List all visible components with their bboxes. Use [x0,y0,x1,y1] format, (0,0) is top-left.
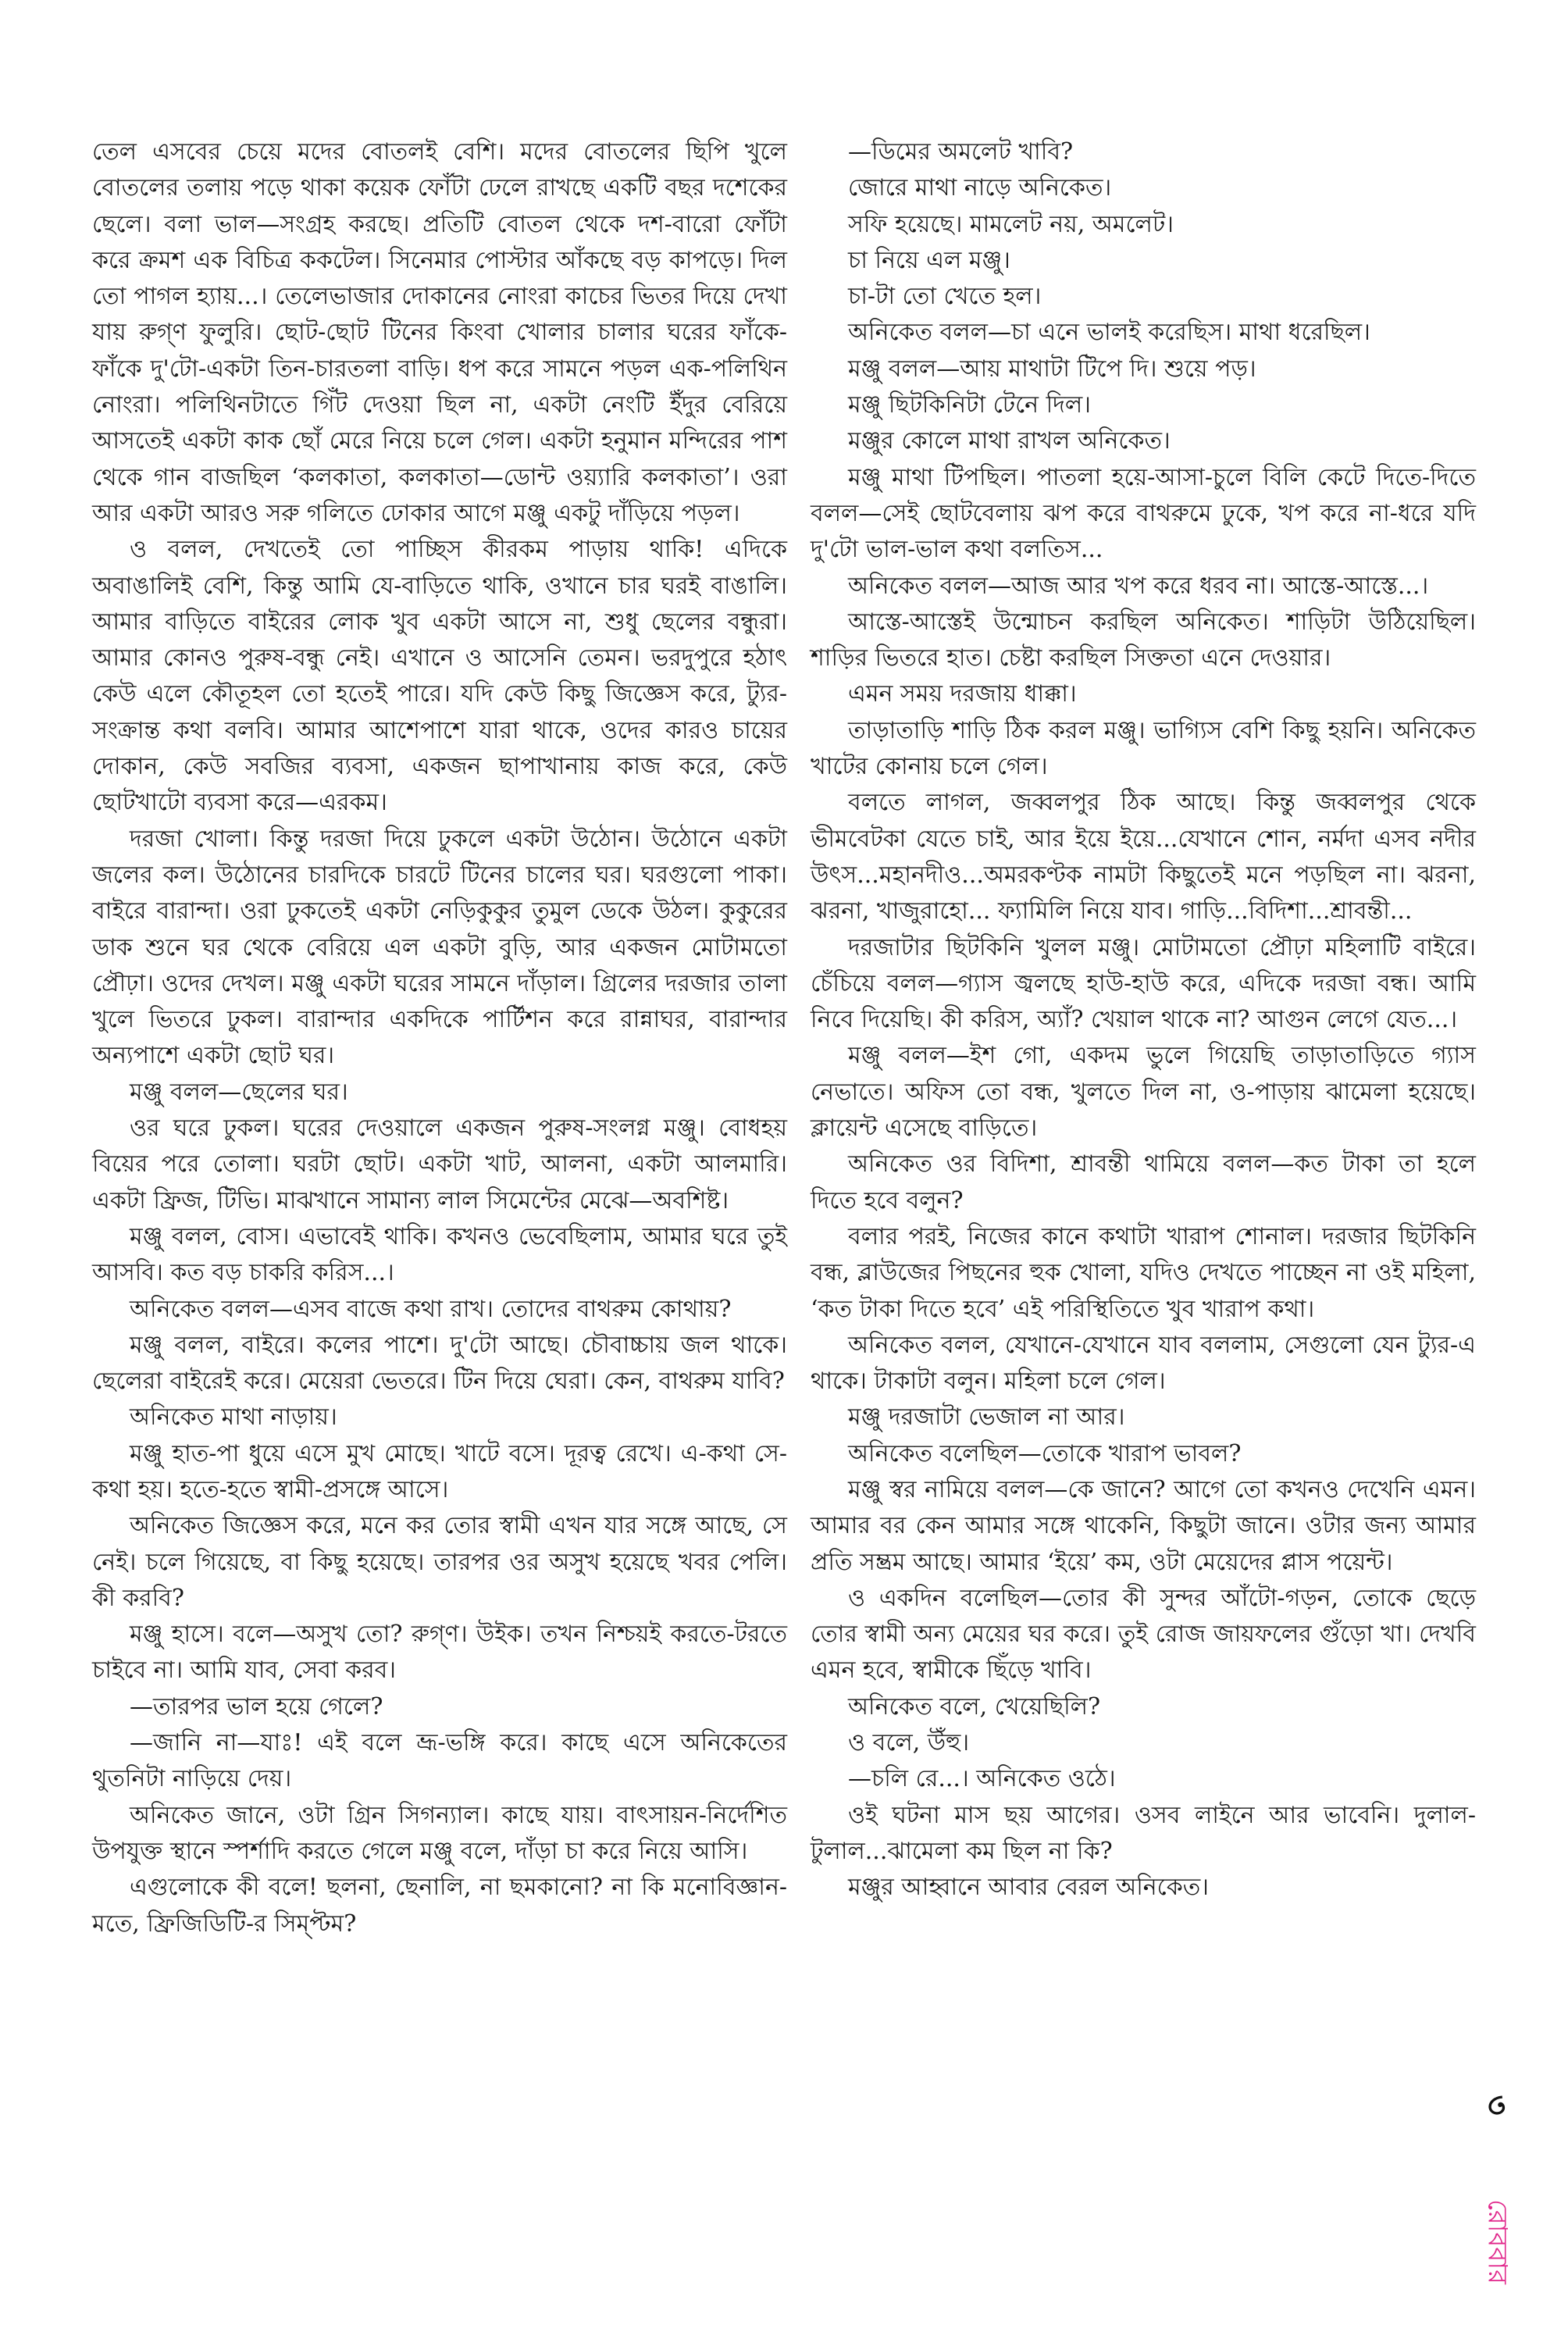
paragraph: তেল এসবের চেয়ে মদের বোতলই বেশি। মদের বোতলের ছিপি খুলে বোতলের তলায় পড়ে থাকা কয়েক ফোঁটা ঢেলে রাখছে একটি বছর দশেকের ছেলে। বলা ভাল—সংগ্রহ করছে। প্রতিটি বোতল থেকে দশ-বারো ফোঁটা করে ক্রমশ এক বিচিত্র ককটেল। সিনেমার পোস্টার আঁকছে বড় কাপড়ে। দিল তো পাগল হ্যায়...। তেলেভাজার দোকানের নোংরা কাচের ভিতর দিয়ে দেখা যায় রুগ্‌ণ ফুলুরি। ছোট-ছোট টিনের কিংবা খোলার চালার ঘরের ফাঁকে-ফাঁকে দু'টো-একটা তিন-চারতলা বাড়ি। ধপ করে সামনে পড়ল এক-পলিথিন নোংরা। পলিথিনটাতে গিঁট দেওয়া ছিল না, একটা নেংটি ইঁদুর বেরিয়ে আসতেই একটা কাক ছোঁ মেরে নিয়ে চলে গেল। একটা হনুমান মন্দিরের পাশ থেকে গান বাজছিল ‘কলকাতা, কলকাতা—ডোন্ট ওয়্যারি কলকাতা’। ওরা আর একটা আরও সরু গলিতে ঢোকার আগে মঞ্জু একটু দাঁড়িয়ে পড়ল। [92,138,787,527]
magazine-name: রোববার [1481,2199,1513,2284]
paragraph: মঞ্জু হাসে। বলে—অসুখ তো? রুগ্‌ণ। উইক। তখন নিশ্চয়ই করতে-টরতে চাইবে না। আমি যাব, সেবা করব। [92,1621,787,1685]
right-text-column [811,134,1476,1906]
paragraph: মঞ্জু বলল, বোস। এভাবেই থাকি। কখনও ভেবেছিলাম, আমার ঘরে তুই আসবি। কত বড় চাকরি করিস...। [92,1222,787,1287]
paragraph: মঞ্জুর কোলে মাথা রাখল অনিকেত। [848,427,1171,455]
paragraph: অনিকেত বলল, যেখানে-যেখানে যাব বললাম, সেগুলো যেন ট্যুর-এ থাকে। টাকাটা বলুন। মহিলা চলে গেল। [811,1331,1476,1396]
paragraph: দরজাটার ছিটকিনি খুলল মঞ্জু। মোটামতো প্রৌঢ়া মহিলাটি বাইরে। চেঁচিয়ে বলল—গ্যাস জ্বলছে হাউ-হাউ করে, এদিকে দরজা বন্ধ। আমি নিবে দিয়েছি। কী করিস, অ্যাঁ? খেয়াল থাকে না? আগুন লেগে যেত...। [811,933,1476,1034]
paragraph: আস্তে-আস্তেই উন্মোচন করছিল অনিকেত। শাড়িটা উঠিয়েছিল। শাড়ির ভিতরে হাত। চেষ্টা করছিল সিক্ততা এনে দেওয়ার। [811,608,1476,672]
paragraph: মঞ্জু দরজাটা ভেজাল না আর। [848,1403,1125,1432]
paragraph: চা-টা তো খেতে হল। [848,283,1042,311]
paragraph: —জানি না—যাঃ! এই বলে ভ্রূ-ভঙ্গি করে। কাছে এসে অনিকেতের থুতনিটা নাড়িয়ে দেয়। [92,1729,787,1793]
paragraph: —তারপর ভাল হয়ে গেলে? [130,1692,383,1721]
paragraph: অনিকেত ওর বিদিশা, শ্রাবন্তী থামিয়ে বলল—কত টাকা তা হলে দিতে হবে বলুন? [811,1150,1476,1214]
paragraph: অনিকেত মাথা নাড়ায়। [130,1403,337,1432]
paragraph: এগুলোকে কী বলে! ছলনা, ছেনালি, না ছমকানো? না কি মনোবিজ্ঞান-মতে, ফ্রিজিডিটি-র সিম্প্টম? [92,1874,787,1938]
paragraph: ও বলল, দেখতেই তো পাচ্ছিস কীরকম পাড়ায় থাকি! এদিকে অবাঙালিই বেশি, কিন্তু আমি যে-বাড়িতে থাকি, ওখানে চার ঘরই বাঙালি। আমার বাড়িতে বাইরের লোক খুব একটা আসে না, শুধু ছেলের বন্ধুরা। আমার কোনও পুরুষ-বন্ধু নেই। এখানে ও আসেনি তেমন। ভরদুপুরে হঠাৎ কেউ এলে কৌতূহল তো হতেই পারে। যদি কেউ কিছু জিজ্ঞেস করে, ট্যুর-সংক্রান্ত কথা বলবি। আমার আশেপাশে যারা থাকে, ওদের কারও চায়ের দোকান, কেউ সবজির ব্যবসা, একজন ছাপাখানায় কাজ করে, কেউ ছোটখাটো ব্যবসা করে—এরকম। [92,536,787,817]
paragraph: ও একদিন বলেছিল—তোর কী সুন্দর আঁটো-গড়ন, তোকে ছেড়ে তোর স্বামী অন্য মেয়ের ঘর করে। তুই রোজ জায়ফলের গুঁড়ো খা। দেখবি এমন হবে, স্বামীকে ছিঁড়ে খাবি। [811,1584,1476,1685]
paragraph: ওর ঘরে ঢুকল। ঘরের দেওয়ালে একজন পুরুষ-সংলগ্ন মঞ্জু। বোধহয় বিয়ের পরে তোলা। ঘরটা ছোট। একটা খাট, আলনা, একটা আলমারি। একটা ফ্রিজ, টিভি। মাঝখানে সামান্য লাল সিমেন্টের মেঝে—অবশিষ্ট। [92,1114,787,1214]
paragraph: মঞ্জু বলল, বাইরে। কলের পাশে। দু'টো আছে। চৌবাচ্চায় জল থাকে। ছেলেরা বাইরেই করে। মেয়েরা ভেতরে। টিন দিয়ে ঘেরা। কেন, বাথরুম যাবি? [92,1331,787,1396]
paragraph: মঞ্জু বলল—ইশ গো, একদম ভুলে গিয়েছি তাড়াতাড়িতে গ্যাস নেভাতে। অফিস তো বন্ধ, খুলতে দিল না, ও-পাড়ায় ঝামেলা হয়েছে। ক্লায়েন্ট এসেছে বাড়িতে। [811,1042,1476,1143]
paragraph: মঞ্জু বলল—আয় মাথাটা টিপে দি। শুয়ে পড়। [848,355,1256,383]
paragraph: মঞ্জু ছিটকিনিটা টেনে দিল। [848,391,1092,419]
paragraph: তাড়াতাড়ি শাড়ি ঠিক করল মঞ্জু। ভাগ্যিস বেশি কিছু হয়নি। অনিকেত খাটের কোনায় চলে গেল। [811,716,1476,781]
paragraph: অনিকেত বলল—চা এনে ভালই করেছিস। মাথা ধরেছিল। [848,319,1370,347]
paragraph: মঞ্জু স্বর নামিয়ে বলল—কে জানে? আগে তো কখনও দেখেনি এমন। আমার বর কেন আমার সঙ্গে থাকেনি, কিছুটা জানে। ওটার জন্য আমার প্রতি সম্ভ্রম আছে। আমার ‘ইয়ে’ কম, ওটা মেয়েদের প্লাস পয়েন্ট। [811,1475,1476,1576]
paragraph: মঞ্জু মাথা টিপছিল। পাতলা হয়ে-আসা-চুলে বিলি কেটে দিতে-দিতে বলল—সেই ছোটবেলায় ঝপ করে বাথরুমে ঢুকে, খপ করে না-ধরে যদি দু'টো ভাল-ভাল কথা বলতিস... [811,463,1476,564]
paragraph: মঞ্জু হাত-পা ধুয়ে এসে মুখ মোছে। খাটে বসে। দূরত্ব রেখে। এ-কথা সে-কথা হয়। হতে-হতে স্বামী-প্রসঙ্গে আসে। [92,1439,787,1503]
paragraph: এমন সময় দরজায় ধাক্কা। [848,680,1077,708]
paragraph: বলার পরই, নিজের কানে কথাটা খারাপ শোনাল। দরজার ছিটকিনি বন্ধ, ব্লাউজের পিছনের হুক খোলা, যদিও দেখতে পাচ্ছেন না ওই মহিলা, ‘কত টাকা দিতে হবে’ এই পরিস্থিতিতে খুব খারাপ কথা। [811,1222,1476,1323]
paragraph: অনিকেত জানে, ওটা গ্রিন সিগন্যাল। কাছে যায়। বাৎসায়ন-নির্দেশিত উপযুক্ত স্থানে স্পর্শাদি করতে গেলে মঞ্জু বলে, দাঁড়া চা করে নিয়ে আসি। [92,1801,787,1865]
page-number: ৩ [1478,2095,1515,2116]
paragraph: মঞ্জু বলল—ছেলের ঘর। [130,1078,348,1106]
paragraph: —চলি রে...। অনিকেত ওঠে। [848,1765,1116,1793]
paragraph: অনিকেত বলেছিল—তোকে খারাপ ভাবল? [848,1439,1242,1467]
paragraph: অনিকেত জিজ্ঞেস করে, মনে কর তোর স্বামী এখন যার সঙ্গে আছে, সে নেই। চলে গিয়েছে, বা কিছু হয়েছে। তারপর ওর অসুখ হয়েছে খবর পেলি। কী করবি? [92,1512,787,1612]
paragraph: দরজা খোলা। কিন্তু দরজা দিয়ে ঢুকলে একটা উঠোন। উঠোনে একটা জলের কল। উঠোনের চারদিকে চারটে টিনের চালের ঘর। ঘরগুলো পাকা। বাইরে বারান্দা। ওরা ঢুকতেই একটা নেড়িকুকুর তুমুল ডেকে উঠল। কুকুরের ডাক শুনে ঘর থেকে বেরিয়ে এল একটা বুড়ি, আর একজন মোটামতো প্রৌঢ়া। ওদের দেখল। মঞ্জু একটা ঘরের সামনে দাঁড়াল। গ্রিলের দরজার তালা খুলে ভিতরে ঢুকল। বারান্দার একদিকে পার্টিশন করে রান্নাঘর, বারান্দার অন্যপাশে একটা ছোট ঘর। [92,825,787,1070]
paragraph: চা নিয়ে এল মঞ্জু। [848,246,1010,274]
paragraph: মঞ্জুর আহ্বানে আবার বেরল অনিকেত। [848,1874,1209,1902]
paragraph: সফি হয়েছে। মামলেট নয়, অমলেট। [848,210,1174,238]
paragraph: বলতে লাগল, জব্বলপুর ঠিক আছে। কিন্তু জব্বলপুর থেকে ভীমবেটকা যেতে চাই, আর ইয়ে ইয়ে...যেখানে শোন, নর্মদা এসব নদীর উৎস...মহানদীও...অমরকণ্টক নামটা কিছুতেই মনে পড়ছিল না। ঝরনা, ঝরনা, খাজুরাহো... ফ্যামিলি নিয়ে যাব। গাড়ি...বিদিশা...শ্রাবন্তী... [811,789,1476,925]
paragraph: অনিকেত বলল—এসব বাজে কথা রাখ। তোদের বাথরুম কোথায়? [130,1295,732,1323]
paragraph: অনিকেত বলল—আজ আর খপ করে ধরব না। আস্তে-আস্তে...। [848,572,1429,600]
paragraph: জোরে মাথা নাড়ে অনিকেত। [848,174,1112,202]
left-text-column [92,134,787,1942]
paragraph: ও বলে, উঁহু। [848,1729,970,1757]
paragraph: ওই ঘটনা মাস ছয় আগের। ওসব লাইনে আর ভাবেনি। দুলাল-টুলাল...ঝামেলা কম ছিল না কি? [811,1801,1476,1865]
paragraph: অনিকেত বলে, খেয়েছিলি? [848,1692,1101,1721]
paragraph: —ডিমের অমলেট খাবি? [848,138,1074,166]
